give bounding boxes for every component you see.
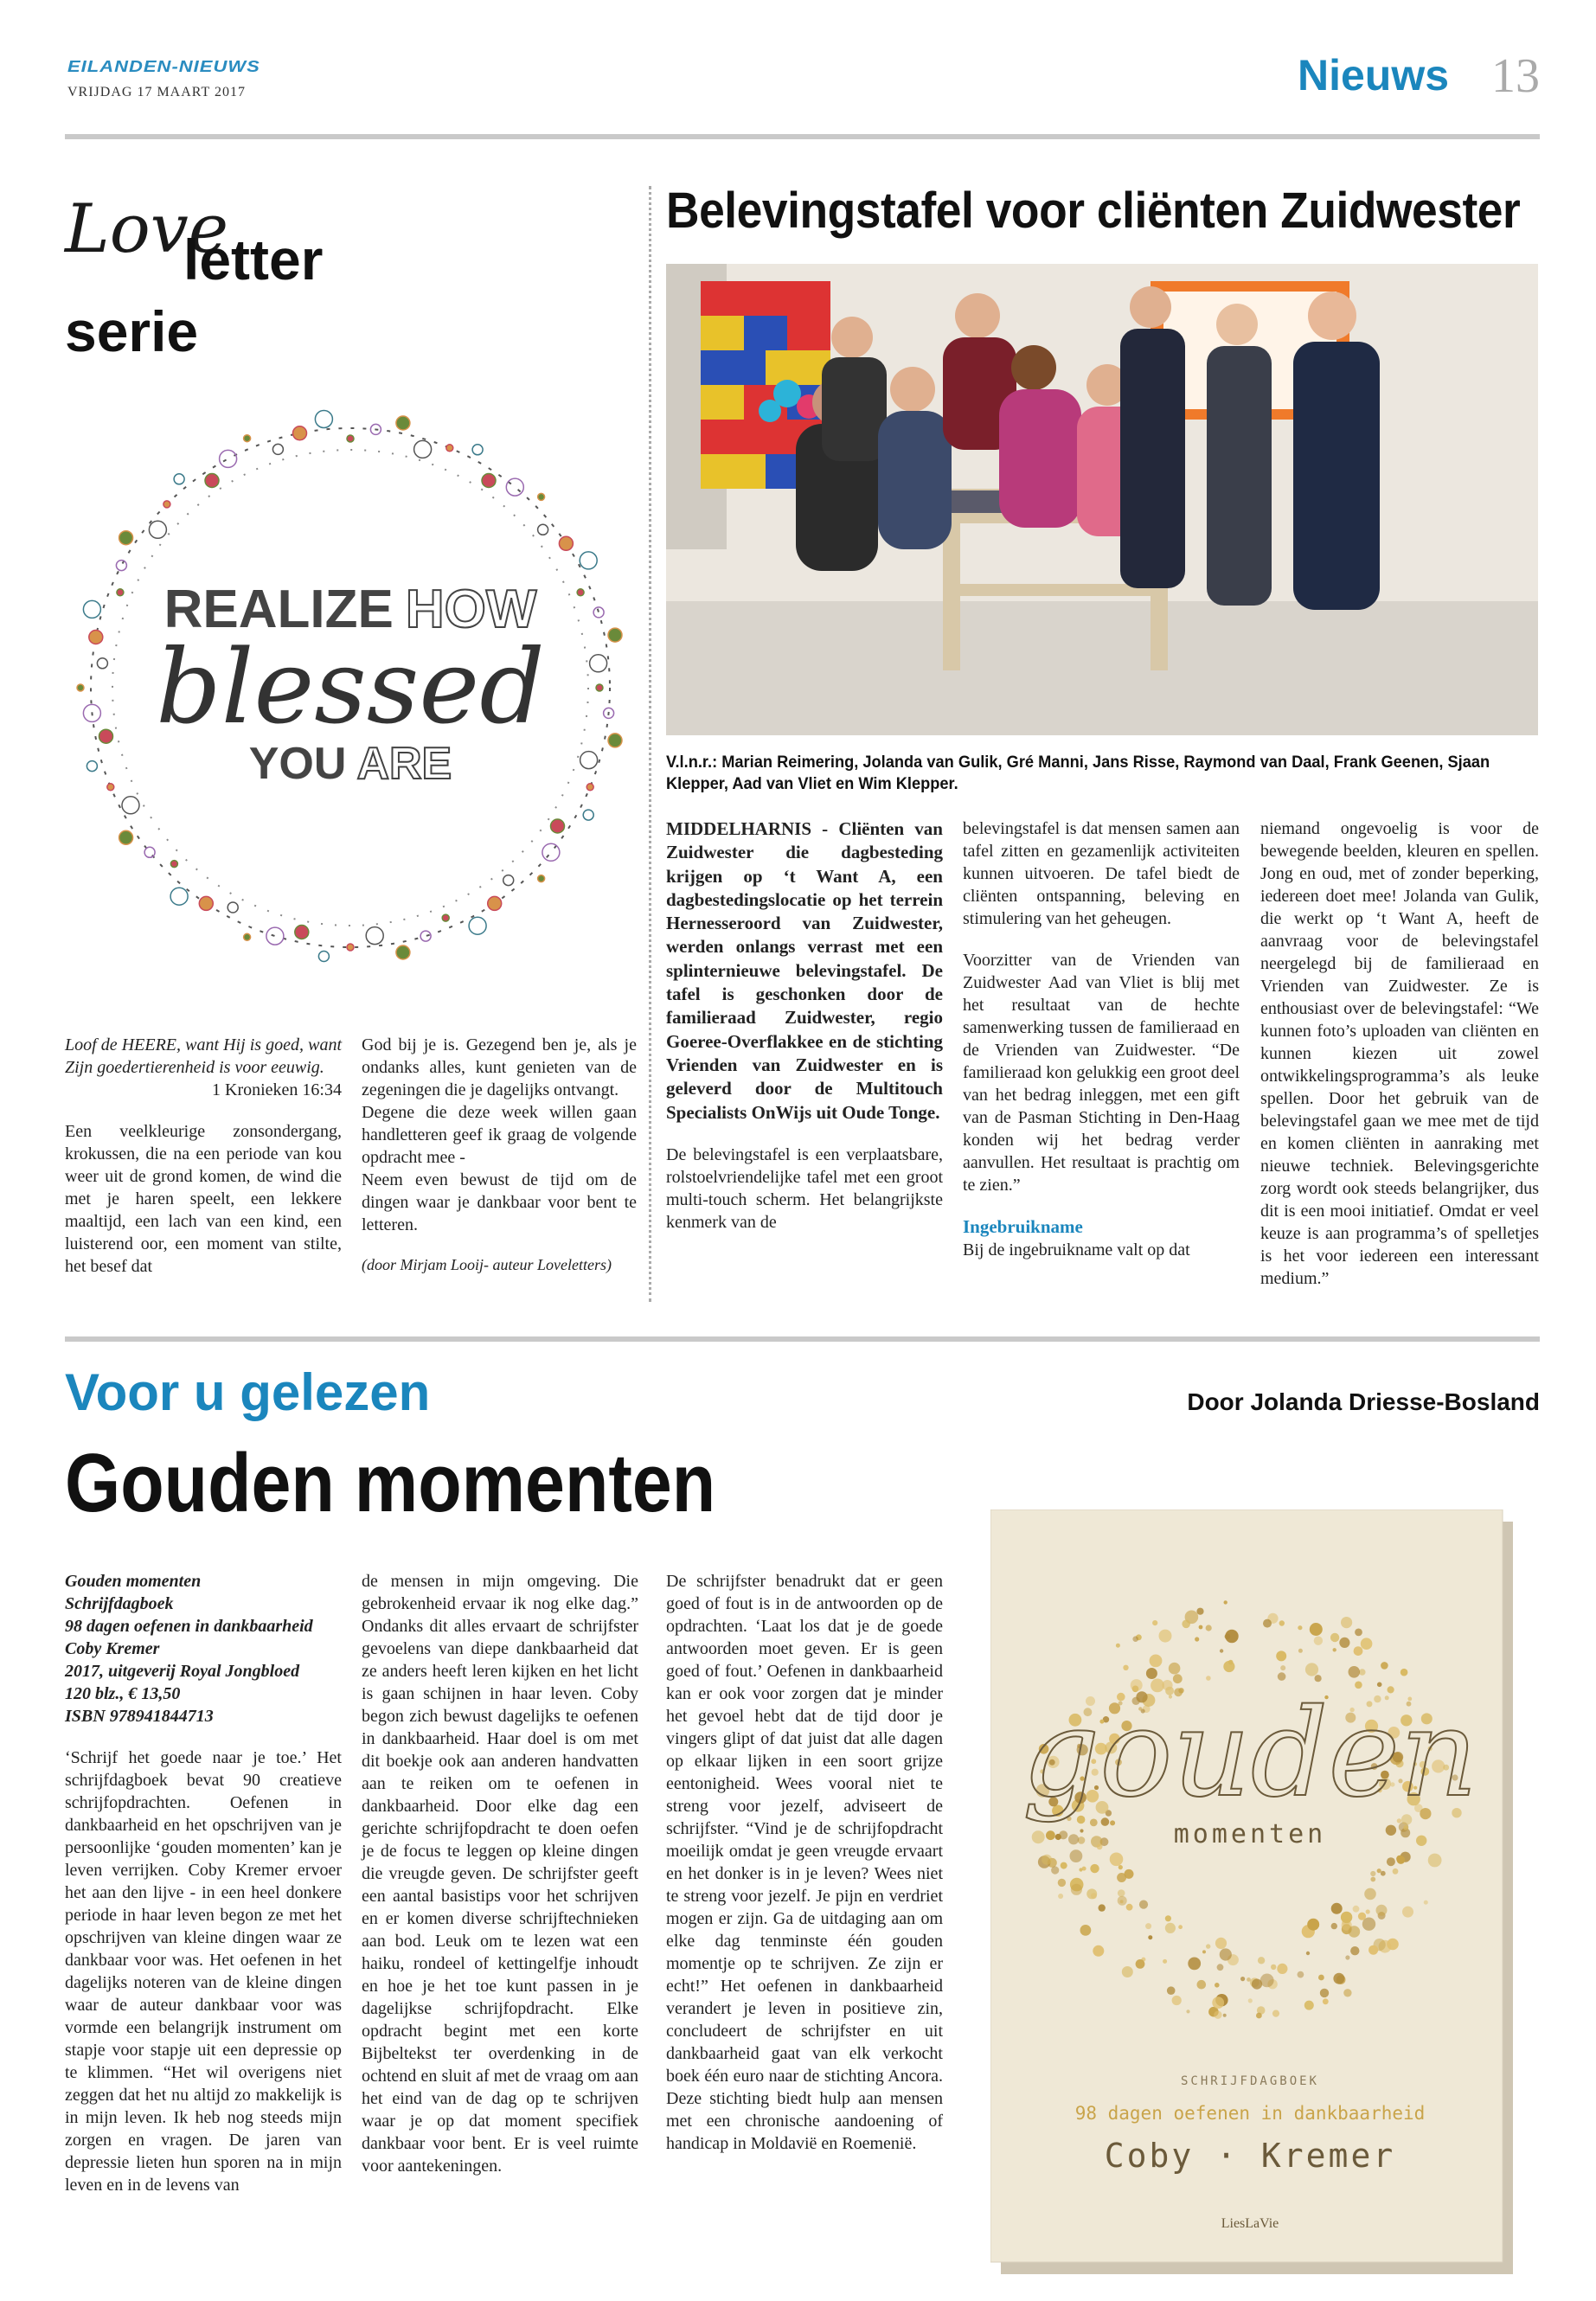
wreath-flower (580, 552, 597, 569)
book-info-line: 120 blz., € 13,50 (65, 1684, 181, 1703)
article-paragraph: Voorzitter van de Vrienden van Zuidwester Aad van Vliet is blij met het resultaat van de hechte samenwerking tussen de familieraad en de Vrienden van Zuidwester. “De familieraad kon gelukkig een groot deel van het bedrag inleggen, met een gift van de Pasman Stichting in Den-Haag konden wij het bedrag verder aanvullen. Het resultaat is prachtig om te zien.” (963, 951, 1240, 1195)
gold-dot (1314, 1637, 1323, 1645)
review-paragraph: ‘Schrijf het goede naar je toe.’ Het schrijfdagboek bevat 90 creatieve schrijfopdrachten. Oefenen in dankbaarheid en het opschrijven van je persoonlijke ‘gouden momenten’ kan je leven verrijken. Coby Kremer ervoer het aan den lijve - in een heel donkere periode in haar leven begon ze met het opschrijven van kleine dingen waar ze dankbaar voor was. Het oefenen in het dagelijks noteren van de kleine dingen waar de auteur dankbaar voor was vormde een belangrijk instrument om stapje voor stapje uit een depressie op te klimmen. “Het wil overigens niet zeggen dat het nu altijd zo makkelijk is in mijn leven. Ik heb nog steeds mijn zorgen en vragen. De jaren van depressie lieten hun sporen na in mijn leven en in de levens van (65, 1748, 342, 2195)
loveletter-author: (door Mirjam Looij- auteur Loveletters) (362, 1256, 612, 1273)
gold-dot (1387, 1857, 1395, 1866)
gold-dot (1122, 1966, 1133, 1977)
gold-dot (1307, 1919, 1319, 1931)
wreath-flower (318, 952, 329, 962)
gold-dot (1132, 1636, 1138, 1642)
gold-dot (1090, 1864, 1099, 1873)
wreath-flower (83, 600, 100, 618)
wreath-flower (577, 589, 584, 596)
book-info-line: Gouden momenten (65, 1572, 202, 1591)
gold-dot (1110, 1853, 1124, 1867)
gold-dot (1361, 1638, 1373, 1650)
loveletter-title-script: Love (65, 190, 228, 268)
gold-dot (1159, 1630, 1172, 1643)
loveletter-title-bold: letter (183, 228, 324, 292)
gold-dot (1146, 1668, 1157, 1679)
review-col-3 (666, 1570, 943, 2155)
page-number: 13 (1491, 49, 1540, 103)
byline: Door Jolanda Driesse-Bosland (1187, 1388, 1540, 1415)
gold-dot (1125, 1869, 1134, 1879)
wreath-flower (163, 501, 170, 508)
gold-dot (1376, 1905, 1388, 1916)
gold-dot (1206, 1944, 1210, 1948)
gold-dot (1350, 1946, 1359, 1955)
gold-dot (1220, 1649, 1223, 1652)
gold-dot (1263, 1619, 1272, 1628)
wreath-flower (293, 426, 307, 440)
gold-dot (1225, 1630, 1238, 1643)
wreath-flower (117, 589, 124, 596)
wreath-flower (442, 914, 449, 921)
gold-dot (1366, 1909, 1370, 1913)
gold-dot (1150, 1655, 1163, 1668)
wreath-flower (89, 631, 103, 644)
masthead: EILANDEN-NIEUWS (67, 56, 260, 76)
gold-dot (1059, 1830, 1067, 1839)
article-col-2 (963, 817, 1240, 1261)
gold-dot (1345, 1955, 1349, 1959)
gold-dot (1145, 1923, 1151, 1929)
gold-dot (1206, 1676, 1211, 1681)
cover-title: gouden (1022, 1683, 1478, 1824)
cover-tagline: 98 dagen oefenen in dankbaarheid (1074, 2103, 1426, 2124)
gold-dot (1152, 1620, 1157, 1625)
wreath-flower (472, 445, 483, 455)
wreath-flower (174, 474, 184, 484)
wreath-flower (244, 435, 251, 442)
gold-dot (1058, 1894, 1063, 1899)
review-paragraph: de mensen in mijn omgeving. Die gebrokenheid ervaar ik nog elke dag.” Ondanks dit alles ervaart de schrijfster gevoelens van diepe dankbaarheid dat ze anders heeft leren kijken en het licht is gaan schijnen in haar leven. Coby begon zich bewust dagelijks te oefenen in dankbaarheid. Haar doel is om met dit boekje ook aan anderen handvatten aan te reiken om te oefenen in dankbaarheid. Door elke dag een gerichte schrijfopdracht te doen oefen je de focus te leggen op kleine dingen die vreugde geven. De schrijfster geeft een aantal basistips voor het schrijven en er komen diverse schrijftechnieken aan bod. Leuk om te lezen wat een haiku, rondeel of kettingelfje inhoudt en hoe je het toe kunt passen in je dagelijkse schrijfopdracht. Elke opdracht begint met een korte Bijbeltekst ter overdenking in de ochtend en sluit af met de vraag om aan het eind van de dag op te schrijven waar je op dat moment specifiek dankbaar voor bent. Er is veel ruimte voor aantekeningen. (362, 1572, 638, 2176)
article-paragraph: De belevingstafel is een verplaatsbare, rolstoelvriendelijke tafel met een groot multi-touch scherm. Het belangrijkste kenmerk van de (666, 1144, 943, 1232)
gold-dot (1271, 1965, 1276, 1970)
gold-dot (1240, 1977, 1245, 1981)
article-paragraph: belevingstafel is dat mensen samen aan tafel zitten en gezamenlijk activiteiten kunnen uitvoeren. De tafel biedt de cliënten ontspanning, beleving en stimulering van het geheugen. (963, 819, 1240, 928)
gold-dot (1199, 1625, 1203, 1630)
gold-dot (1215, 1938, 1227, 1949)
review-paragraph: De schrijfster benadrukt dat er geen goed of fout is in de antwoorden op de opdrachten. ‘Laat los dat je de goede antwoorden moet geven. Er is geen goed of fout.’ Oefenen in dankbaarheid kan er ook voor zorgen dat je minder het gevoel hebt dat de tijd door je vingers glipt of dat juist dat alle dagen op elkaar lijken in een soort grijze eentonigheid. Wees vooral niet te streng voor jezelf, adviseert de schrijfster. “Vind je de schrijfopdracht moeilijk omdat je geen vreugde ervaart en het donker is in je leven? Wees niet te streng voor jezelf. Je pijn en verdriet mogen er zijn. Ga de uitdaging aan om elke dag tenminste één gouden momentje op te schrijven. Ze zijn er echt!” Het oefenen in dankbaarheid verandert je leven in positieve zin, concludeert de schrijfster en uit dankbaarheid gaat van elk verkocht boek één euro naar de stichting Ancora. Deze stichting biedt hulp aan mensen met een chronische aandoening of handicap in Moldavië en Roemenië. (666, 1572, 943, 2153)
gold-dot (1386, 1825, 1396, 1836)
wreath-flower (119, 531, 133, 545)
book-info-line: 98 dagen oefenen in dankbaarheid (65, 1617, 313, 1636)
wreath-you-are: YOU ARE (248, 739, 452, 789)
book-info-line: Coby Kremer (65, 1639, 160, 1658)
wreath-flower (580, 752, 598, 769)
wreath-flower (608, 628, 622, 642)
loveletter-paragraph: Degene die deze week willen gaan handletteren geef ik graag de volgende opdracht mee - (362, 1103, 637, 1167)
gold-dot (1358, 1913, 1366, 1920)
gold-dot (1339, 1638, 1349, 1648)
gold-dot (1272, 2010, 1279, 2017)
gold-dot (1116, 1644, 1120, 1648)
gold-dot (1178, 1925, 1183, 1929)
gold-dot (1396, 1856, 1403, 1862)
wreath-flower (122, 797, 139, 814)
wreath-flower (590, 655, 607, 672)
gold-dot (1091, 1893, 1097, 1899)
gold-dot (1318, 1975, 1324, 1981)
loveletter-col-1 (65, 1034, 342, 1278)
wreath-flower (170, 888, 188, 905)
gold-dot (1280, 1665, 1285, 1670)
wreath-realize: REALIZE HOW (163, 580, 537, 639)
gold-dot (1331, 1903, 1343, 1914)
gold-dot (1298, 1625, 1302, 1630)
gold-dot (1248, 1998, 1253, 2003)
review-col-1 (65, 1570, 342, 2196)
book-info-line: 2017, uitgeverij Royal Jongbloed (65, 1662, 300, 1681)
gold-dot (1279, 1620, 1285, 1625)
gold-dot (1315, 1675, 1322, 1682)
gold-dot (1355, 1629, 1362, 1637)
gold-dot (1323, 1998, 1329, 2004)
column-divider (649, 186, 651, 1302)
gold-dot (1071, 1884, 1082, 1895)
group-photo (666, 264, 1538, 735)
gold-dot (1165, 1915, 1171, 1921)
gold-dot (1126, 1904, 1133, 1911)
gold-dot (1320, 1989, 1329, 1997)
wreath-flower (414, 440, 432, 458)
gold-dot (1167, 1986, 1176, 1995)
gold-dot (1223, 1661, 1234, 1672)
article-col-3 (1260, 817, 1539, 1290)
gold-dot (1123, 1665, 1128, 1670)
gold-dot (1118, 1865, 1123, 1869)
gold-dot (1173, 1674, 1183, 1683)
gold-dot (1341, 1912, 1352, 1923)
gold-dot (1343, 1989, 1351, 1997)
gold-dot (1381, 1871, 1386, 1876)
gold-dot (1206, 1625, 1212, 1631)
gold-dot (1330, 1633, 1339, 1642)
balloon (759, 400, 781, 422)
article-headline: Belevingstafel voor cliënten Zuidwester (666, 183, 1521, 239)
wreath-flower (347, 944, 354, 951)
gold-dot (1424, 1900, 1428, 1905)
gold-dot (1354, 1646, 1363, 1656)
wreath-flower (220, 450, 237, 467)
flower-wreath-illustration (65, 389, 636, 986)
gold-dot (1277, 1964, 1287, 1974)
wreath-flower (482, 474, 496, 488)
book-info-line: ISBN 978941844713 (65, 1707, 214, 1726)
section-rule (65, 1336, 1540, 1342)
gold-dot (1079, 1868, 1082, 1871)
loveletter-paragraph: Neem even bewust de tijd om de dingen waar je dankbaar voor bent te letteren. (362, 1170, 637, 1234)
gold-dot (1393, 1868, 1399, 1875)
cover-subtitle: momenten (1173, 1819, 1327, 1849)
gold-dot (1148, 1935, 1152, 1939)
gold-dot (1298, 1649, 1303, 1653)
gold-dot (1304, 2001, 1314, 2010)
gold-dot (1139, 1900, 1148, 1909)
section-kicker: Voor u gelezen (65, 1363, 431, 1421)
loveletter-paragraph: Een veelkleurige zonsondergang, krokussen, die na een periode van kou weer uit de grond komen, de wind die met je haren speelt, een lekkere maaltijd, een lach van een kind, een luisterend oor, een moment van stilte, het besef dat (65, 1122, 342, 1276)
gold-dot (1224, 1600, 1227, 1604)
loveletter-title-serie: serie (65, 299, 199, 363)
wreath-flower (559, 536, 573, 550)
cover-author: Coby · Kremer (1104, 2137, 1396, 2175)
wreath-flower (488, 896, 502, 910)
wreath-flower (469, 917, 486, 934)
loveletter-quote: Loof de HEERE, want Hij is goed, want Zijn goedertierenheid is voor eeuwig. (65, 1035, 342, 1077)
gold-dot (1305, 1663, 1318, 1676)
wreath-flower (551, 819, 565, 833)
gold-dot (1223, 2014, 1227, 2017)
wreath-flower (97, 658, 107, 669)
cover-label: SCHRIJFDAGBOEK (1180, 2074, 1320, 2088)
loveletter-col-2 (362, 1034, 637, 1275)
book-cover (990, 1509, 1518, 2279)
section-title: Nieuws (1298, 51, 1450, 99)
gold-dot (1258, 1957, 1265, 1964)
gold-dot (1058, 1879, 1066, 1887)
gold-dot (1333, 1973, 1344, 1984)
gold-dot (1306, 1952, 1310, 1955)
gold-dot (1163, 1959, 1167, 1964)
gold-dot (1165, 1923, 1176, 1933)
wreath-flower (347, 435, 354, 442)
wreath-blessed: blessed (156, 627, 545, 747)
wreath-flower (87, 761, 97, 772)
wreath-flower (396, 416, 410, 430)
gold-dot (1197, 1980, 1207, 1990)
gold-dot (1381, 1662, 1388, 1670)
gold-dot (1341, 1617, 1352, 1628)
gold-dot (1359, 1669, 1366, 1676)
gold-dot (1387, 1939, 1399, 1951)
gold-dot (1093, 1945, 1104, 1957)
cover-publisher: LiesLaVie (1221, 2216, 1279, 2231)
article-col-1 (666, 817, 943, 1234)
gold-dot (1368, 1945, 1378, 1955)
wreath-flower (199, 896, 213, 910)
gold-dot (1402, 1907, 1413, 1918)
loveletter-paragraph: God bij je is. Gezegend ben je, als je ondanks alles, kunt genieten van de zegeningen die je dagelijks ontvangt. (362, 1035, 637, 1099)
wreath-flower (266, 927, 284, 945)
wreath-flower (586, 784, 593, 791)
wreath-flower (538, 875, 545, 882)
gold-dot (1186, 2009, 1189, 2013)
gold-dot (1403, 1825, 1408, 1830)
wreath-flower (244, 933, 251, 940)
gold-dot (1401, 1669, 1408, 1676)
wreath-flower (446, 445, 453, 452)
gold-dot (1276, 1650, 1286, 1661)
wreath-flower (538, 524, 548, 535)
gold-dot (1349, 1666, 1361, 1678)
wreath-flower (205, 474, 219, 488)
gold-dot (1118, 1896, 1127, 1906)
gold-dot (1169, 1663, 1181, 1675)
gold-dot (1051, 1866, 1059, 1874)
wreath-flower (295, 926, 309, 939)
gold-dot (1068, 1834, 1079, 1844)
gold-dot (1042, 1855, 1052, 1865)
article-paragraph: niemand ongevoelig is voor de bewegende beelden, kleuren en spellen. Jong en oud, met of zonder beperking, iedereen doet mee! Jolanda van Gulik, die werkt op ‘t Want A, heeft de aanvraag voor de belevingstafel neergelegd bij de familieraad en Vrienden van Zuidwester. Ze is enthousiast over de belevingstafel: “We kunnen foto’s uploaden van cliënten en kunnen kiezen uit zowel ontwikkelingsprogramma’s als leuke spellen. Door het gebruik van de belevingstafel gaan we mee met de tijd en komen cliënten in aanraking met nieuwe techniek. Belevingsgerichte zorg wordt ook steeds belangrijker, dus dit is een mooi initiatief. Omdat er veel keuze is aan programma’s of spelletjes is het voor iedereen een interessant medium.” (1260, 819, 1539, 1288)
wreath-flower (538, 493, 545, 500)
gold-dot (1256, 2013, 1262, 2019)
review-headline: Gouden momenten (65, 1437, 716, 1529)
book-info (65, 1570, 342, 1727)
review-col-2 (362, 1570, 638, 2177)
wreath-flower (149, 521, 166, 538)
wreath-flower (228, 902, 238, 913)
wreath-flower (144, 847, 155, 857)
gold-dot (1215, 1983, 1220, 1988)
wreath-flower (99, 729, 113, 743)
gold-dot (1070, 1849, 1083, 1862)
gold-dot (1032, 1830, 1045, 1843)
wreath-flower (366, 927, 383, 945)
gold-dot (1370, 1871, 1375, 1876)
header-rule (65, 134, 1540, 139)
gold-dot (1097, 1843, 1103, 1849)
wreath-flower (503, 875, 514, 886)
gold-dot (1333, 1648, 1336, 1651)
article-subhead: Ingebruikname (963, 1216, 1083, 1237)
gold-dot (1046, 1830, 1055, 1840)
loveletter-quote-ref: 1 Kronieken 16:34 (212, 1080, 342, 1099)
wreath-flower (608, 734, 622, 747)
photo-caption: V.l.n.r.: Marian Reimering, Jolanda van Gulik, Gré Manni, Jans Risse, Raymond van Daal, Frank Geenen, Sjaan Klepper, Aad van Vliet en Wim Klepper. (666, 753, 1490, 793)
floor (666, 601, 1538, 735)
gold-dot (1080, 1829, 1083, 1832)
gold-dot (1298, 1971, 1304, 1978)
wreath-flower (119, 830, 133, 844)
gold-dot (1182, 1620, 1190, 1629)
gold-dot (1202, 1950, 1206, 1953)
wreath-flower (396, 945, 410, 959)
wreath-flower (596, 684, 603, 691)
wreath-flower (583, 810, 593, 820)
gold-dot (1195, 1637, 1199, 1641)
gold-dot (1260, 1974, 1274, 1988)
gold-dot (1331, 1923, 1337, 1929)
wreath-flower (420, 931, 431, 941)
wreath-flower (506, 478, 523, 496)
wreath-flower (542, 843, 560, 861)
article-paragraph: Bij de ingebruikname valt op dat (963, 1240, 1190, 1260)
gold-dot (1188, 1958, 1201, 1971)
gold-dot (1349, 1926, 1361, 1938)
gold-dot (1212, 1997, 1224, 2009)
wreath-flower (272, 444, 283, 454)
gold-dot (1377, 1868, 1381, 1873)
issue-date: VRIJDAG 17 MAART 2017 (67, 85, 246, 99)
gold-dot (1310, 1623, 1323, 1636)
gold-dot (1278, 1672, 1286, 1681)
wreath-flower (107, 784, 114, 791)
gold-dot (1364, 1888, 1376, 1900)
gold-dot (1353, 1906, 1360, 1913)
gold-dot (1136, 1959, 1145, 1969)
gold-dot (1080, 1925, 1092, 1936)
wreath-flower (170, 861, 177, 868)
gold-dot (1428, 1854, 1442, 1868)
gold-dot (1118, 1889, 1125, 1897)
gold-dot (1099, 1904, 1106, 1911)
wreath-flower (77, 684, 84, 691)
gold-dot (1247, 1977, 1251, 1982)
gold-dot (1416, 1836, 1426, 1846)
article-lead: MIDDELHARNIS - Cliënten van Zuidwester die dagbesteding krijgen op ‘t Want A, een dagbestedingslocatie op het terrein Hernesseroord van Zuidwester, werden onlangs verrast met een splinternieuwe belevingstafel. De tafel is geschonken door de familieraad Zuidwester, regio Goeree-Overflakkee en de stichting Vrienden van Zuidwester en is geleverd door de Multitouch Specialists OnWijs uit Oude Tonge. (666, 818, 943, 1123)
gold-dot (1196, 1608, 1203, 1615)
wreath-flower (116, 561, 126, 571)
gold-dot (1217, 1964, 1224, 1971)
gold-dot (1061, 1862, 1067, 1869)
gold-dot (1172, 1996, 1182, 2005)
book-info-line: Schrijfdagboek (65, 1594, 174, 1613)
gold-dot (1214, 2011, 1221, 2019)
gold-dot (1370, 1877, 1375, 1882)
wreath-flower (315, 411, 332, 428)
gold-dot (1220, 1948, 1232, 1960)
